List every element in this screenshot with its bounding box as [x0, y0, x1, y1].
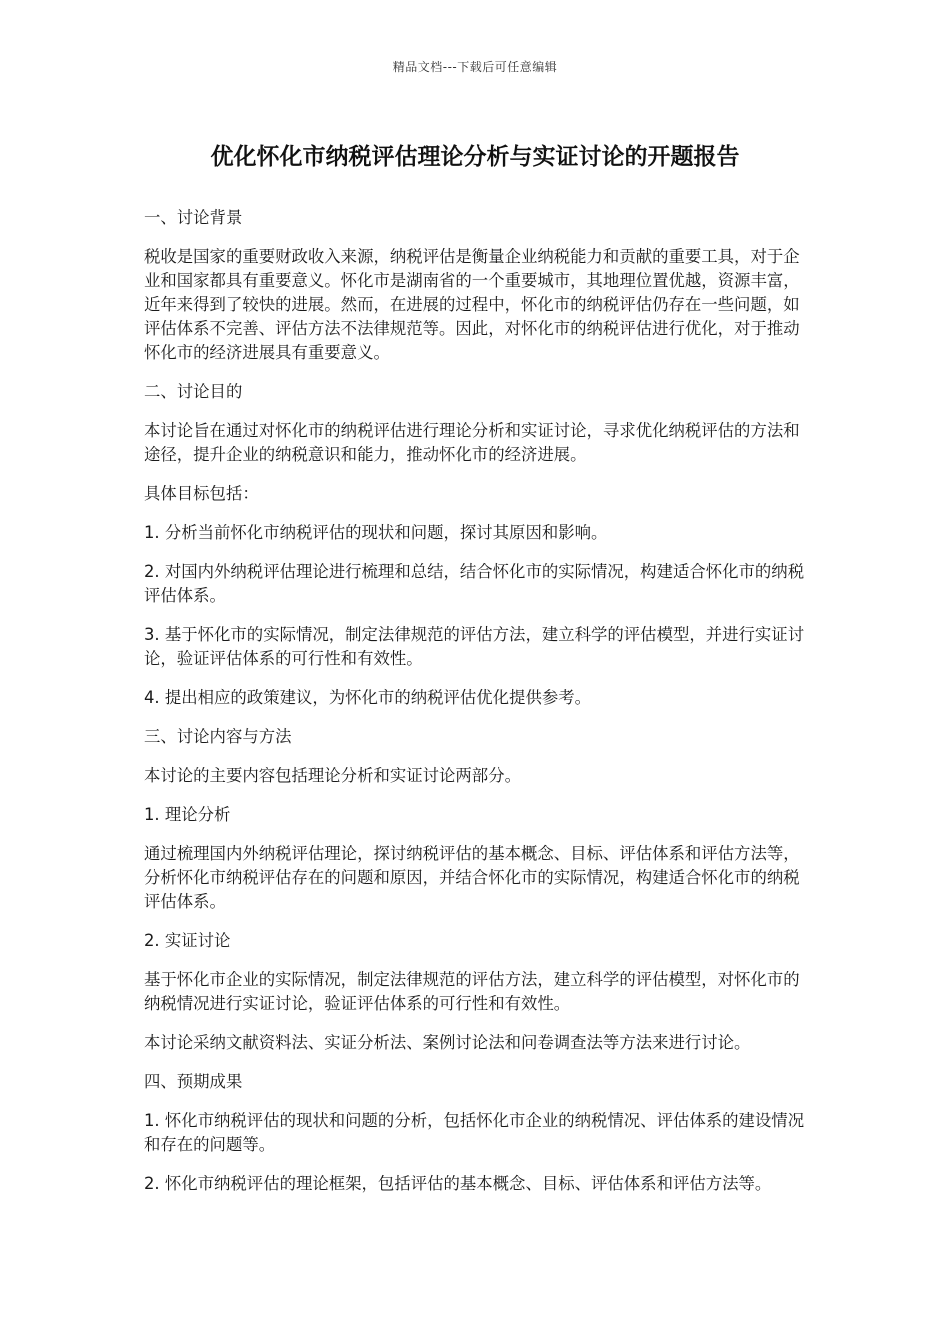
list-item-outcome-1: 1. 怀化市纳税评估的现状和问题的分析，包括怀化市企业的纳税情况、评估体系的建设情况和存在的问题等。	[144, 1111, 805, 1154]
subheading-theory: 1. 理论分析	[144, 805, 231, 824]
list-item-goal-1: 1. 分析当前怀化市纳税评估的现状和问题，探讨其原因和影响。	[144, 523, 608, 542]
list-item-goal-4: 4. 提出相应的政策建议，为怀化市的纳税评估优化提供参考。	[144, 688, 592, 707]
section-heading-outcomes: 四、预期成果	[144, 1072, 243, 1091]
paragraph-background: 税收是国家的重要财政收入来源，纳税评估是衡量企业纳税能力和贡献的重要工具，对于企业和国家都具有重要意义。怀化市是湖南省的一个重要城市，其地理位置优越，资源丰富，近年来得到了较快的进展。然而，在进展的过程中，怀化市的纳税评估仍存在一些问题，如评估体系不完善、评估方法不法律规范等。因此，对怀化市的纳税评估进行优化，对于推动怀化市的经济进展具有重要意义。	[144, 247, 800, 362]
paragraph-methods: 本讨论采纳文献资料法、实证分析法、案例讨论法和问卷调查法等方法来进行讨论。	[144, 1033, 751, 1052]
list-item-outcome-2: 2. 怀化市纳税评估的理论框架，包括评估的基本概念、目标、评估体系和评估方法等。	[144, 1174, 772, 1193]
paragraph-purpose: 本讨论旨在通过对怀化市的纳税评估进行理论分析和实证讨论，寻求优化纳税评估的方法和途径，提升企业的纳税意识和能力，推动怀化市的经济进展。	[144, 421, 800, 464]
paragraph-theory: 通过梳理国内外纳税评估理论，探讨纳税评估的基本概念、目标、评估体系和评估方法等，分析怀化市纳税评估存在的问题和原因，并结合怀化市的实际情况，构建适合怀化市的纳税评估体系。	[144, 844, 800, 911]
section-heading-purpose: 二、讨论目的	[144, 382, 243, 401]
subheading-empirical: 2. 实证讨论	[144, 931, 231, 950]
list-item-goal-3: 3. 基于怀化市的实际情况，制定法律规范的评估方法，建立科学的评估模型，并进行实证讨论，验证评估体系的可行性和有效性。	[144, 625, 805, 668]
document-title: 优化怀化市纳税评估理论分析与实证讨论的开题报告	[210, 144, 740, 170]
paragraph-goals-intro: 具体目标包括：	[144, 484, 259, 503]
header-note: 精品文档---下载后可任意编辑	[392, 60, 558, 74]
section-heading-background: 一、讨论背景	[144, 208, 243, 227]
paragraph-empirical: 基于怀化市企业的实际情况，制定法律规范的评估方法，建立科学的评估模型，对怀化市的纳税情况进行实证讨论，验证评估体系的可行性和有效性。	[144, 970, 800, 1013]
document-body	[144, 206, 812, 1211]
section-heading-content-methods: 三、讨论内容与方法	[144, 727, 292, 746]
list-item-goal-2: 2. 对国内外纳税评估理论进行梳理和总结，结合怀化市的实际情况，构建适合怀化市的纳税评估体系。	[144, 562, 805, 605]
paragraph-content-overview: 本讨论的主要内容包括理论分析和实证讨论两部分。	[144, 766, 521, 785]
